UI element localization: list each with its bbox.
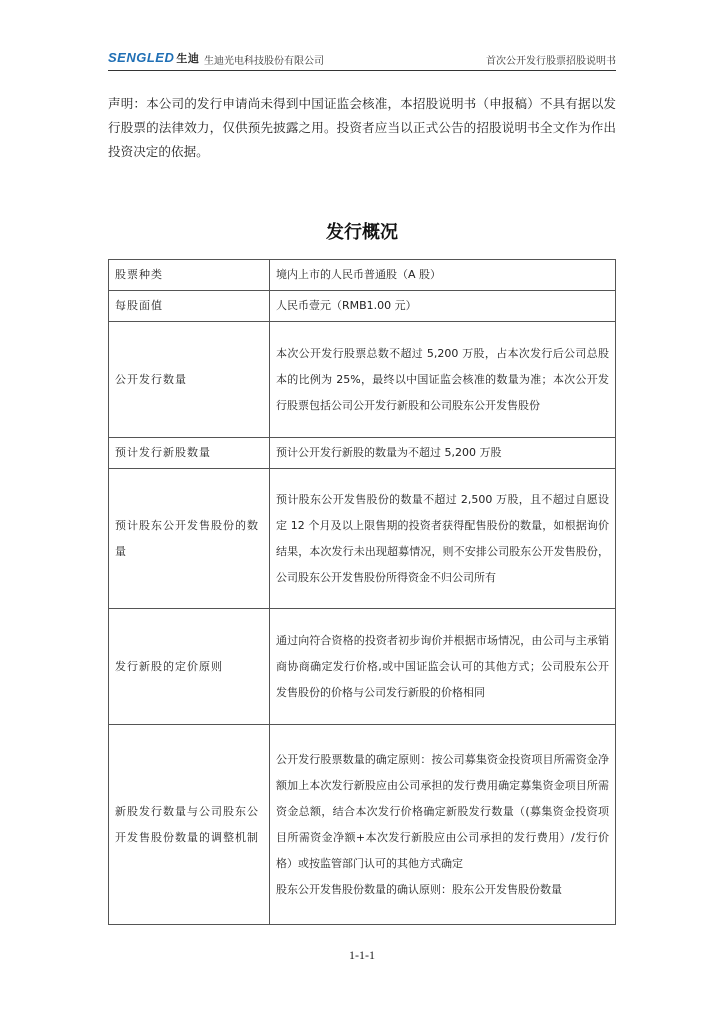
row-label: 每股面值 (109, 291, 270, 322)
logo-word: SENGLED (108, 50, 175, 65)
table-row (109, 260, 616, 291)
page-header (108, 48, 616, 71)
row-value-paragraph: 公开发行股票数量的确定原则：按公司募集资金投资项目所需资金净额加上本次发行新股应由公司承担的发行费用确定募集资金项目所需资金总额，结合本次发行价格确定新股发行数量（(募集资金投资项目所需资金净额+本次发行新股应由公司承担的发行费用）/发行价格）或按监管部门认可的其他方式确定 (276, 752, 609, 870)
disclaimer-statement: 声明：本公司的发行申请尚未得到中国证监会核准，本招股说明书（申报稿）不具有据以发行股票的法律效力，仅供预先披露之用。投资者应当以正式公告的招股说明书全文作为作出投资决定的依据。 (108, 96, 616, 159)
row-label: 预计发行新股数量 (109, 438, 270, 469)
issuance-overview-table (108, 259, 616, 925)
table-row (109, 609, 616, 725)
row-label: 发行新股的定价原则 (109, 609, 270, 725)
row-value: 通过向符合资格的投资者初步询价并根据市场情况，由公司与主承销商协商确定发行价格,或中国证监会认可的其他方式；公司股东公开发售股份的价格与公司发行新股的价格相同 (270, 609, 616, 725)
table-row (109, 291, 616, 322)
table-row (109, 322, 616, 438)
row-label: 预计股东公开发售股份的数量 (109, 469, 270, 609)
row-value: 境内上市的人民币普通股（A 股） (270, 260, 616, 291)
table-row (109, 725, 616, 925)
row-label: 新股发行数量与公司股东公开发售股份数量的调整机制 (109, 725, 270, 925)
table-row (109, 438, 616, 469)
row-value: 人民币壹元（RMB1.00 元） (270, 291, 616, 322)
row-label: 公开发行数量 (109, 322, 270, 438)
row-label: 股票种类 (109, 260, 270, 291)
page-number: 1-1-1 (349, 948, 375, 962)
section-title: 发行概况 (326, 222, 398, 243)
sengled-logo (108, 50, 199, 66)
row-value: 预计公开发行新股的数量为不超过 5,200 万股 (270, 438, 616, 469)
row-value (270, 725, 616, 925)
row-value: 本次公开发行股票总数不超过 5,200 万股，占本次发行后公司总股本的比例为 25%，最终以中国证监会核准的数量为准；本次公开发行股票包括公司公开发行新股和公司股东公开发售股份 (270, 322, 616, 438)
row-value: 预计股东公开发售股份的数量不超过 2,500 万股，且不超过自愿设定 12 个月及以上限售期的投资者获得配售股份的数量，如根据询价结果，本次发行未出现超募情况，则不安排公司股东公开发售股份，公司股东公开发售股份所得资金不归公司所有 (270, 469, 616, 609)
table-row (109, 469, 616, 609)
logo-chinese: 生迪 (176, 53, 200, 65)
row-value-paragraph: 股东公开发售股份数量的确认原则：股东公开发售股份数量 (276, 882, 562, 896)
document-title: 首次公开发行股票招股说明书 (486, 56, 616, 67)
company-name: 生迪光电科技股份有限公司 (204, 56, 324, 67)
